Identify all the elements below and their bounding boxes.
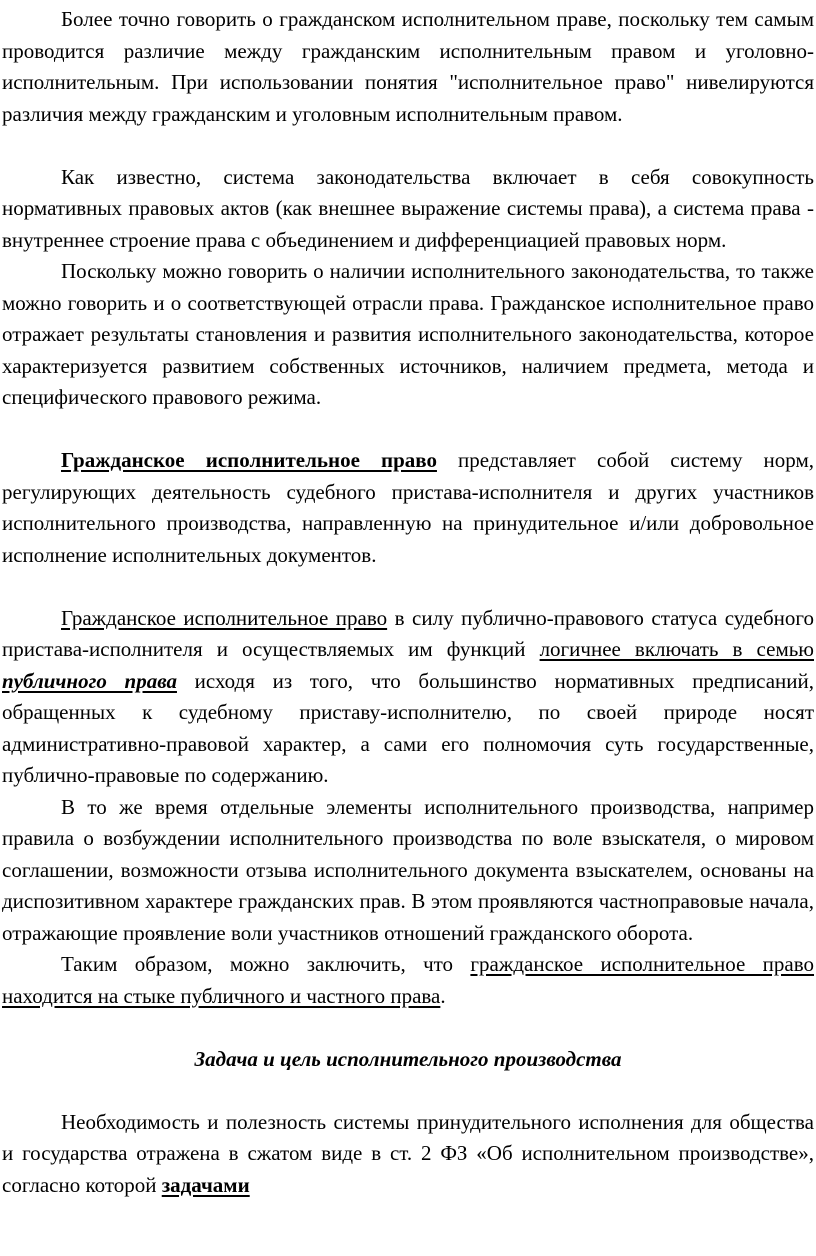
paragraph-spacer bbox=[2, 1075, 814, 1107]
conclusion-underlined: гражданское исполнительное право находится на стыке публичного и частного права bbox=[2, 952, 815, 1008]
paragraph-civil-enforcement-law-terminology: Более точно говорить о гражданском исполнительном праве, поскольку тем самым проводится различие между гражданским исполнительным правом и уголовно-исполнительным. При использовании понятия "исполнительное право" нивелируются различия между гражданским и уголовным исполнительным правом. bbox=[2, 7, 814, 126]
underlined-phrase: логичнее включать в семью bbox=[539, 637, 814, 661]
paragraph-spacer bbox=[2, 414, 814, 446]
defined-term: Гражданское исполнительное право bbox=[61, 448, 437, 472]
tasks-term: задачами bbox=[161, 1172, 250, 1197]
paragraph-definition bbox=[2, 445, 814, 571]
section-heading: Задача и цель исполнительного производства bbox=[194, 1046, 622, 1071]
text-segment: . bbox=[440, 983, 446, 1008]
text-segment: в силу публично-правового статуса судебного пристава-исполнителя и осуществляемых им функций bbox=[2, 605, 814, 661]
paragraph-conclusion bbox=[2, 949, 814, 1012]
paragraph-enforcement-legislation: Поскольку можно говорить о наличии исполнительного законодательства, то также можно говорить и о соответствующей отрасли права. Гражданское исполнительное право отражает результаты становления и развития исполнительного законодательства, которое характеризуется развитием собственных источников, наличием предмета, метода и специфического правового режима. bbox=[2, 259, 814, 409]
paragraph-public-law-family bbox=[2, 603, 814, 792]
text-segment: исходя из того, что большинство нормативных предписаний, обращенных к судебному приставу-исполнителю, по своей природе носят административно-правовой характер, а сами его полномочия суть государственные, публично-правовые по содержанию. bbox=[2, 668, 815, 787]
text-segment: Необходимость и полезность системы принудительного исполнения для общества и государства отражена в сжатом виде в ст. 2 ФЗ «Об исполнительном производстве», согласно которой bbox=[2, 1109, 814, 1197]
paragraph-tasks bbox=[2, 1107, 814, 1202]
paragraph-spacer bbox=[2, 1012, 814, 1044]
paragraph-spacer bbox=[2, 130, 814, 162]
paragraph-legislation-system: Как известно, система законодательства включает в себя совокупность нормативных правовых актов (как внешнее выражение системы права), а система права - внутреннее строение права с объединением и дифференциацией правовых норм. bbox=[2, 164, 814, 252]
paragraph-spacer bbox=[2, 571, 814, 603]
text-segment: Таким образом, можно заключить, что bbox=[61, 952, 471, 976]
definition-text: представляет собой систему норм, регулирующих деятельность судебного пристава-исполнителя и других участников исполнительного производства, направленную на принудительное и/или добровольное исполнение исполнительных документов. bbox=[2, 448, 814, 567]
emphasized-public-law: публичного права bbox=[2, 668, 177, 693]
paragraph-private-law-elements: В то же время отдельные элементы исполнительного производства, например правила о возбуждении исполнительного производства по воле взыскателя, о мировом соглашении, возможности отзыва исполнительного документа взыскателем, основаны на диспозитивном характере гражданских прав. В этом проявляются частноправовые начала, отражающие проявление воли участников отношений гражданского оборота. bbox=[2, 794, 814, 945]
term-underlined: Гражданское исполнительное право bbox=[61, 605, 388, 630]
